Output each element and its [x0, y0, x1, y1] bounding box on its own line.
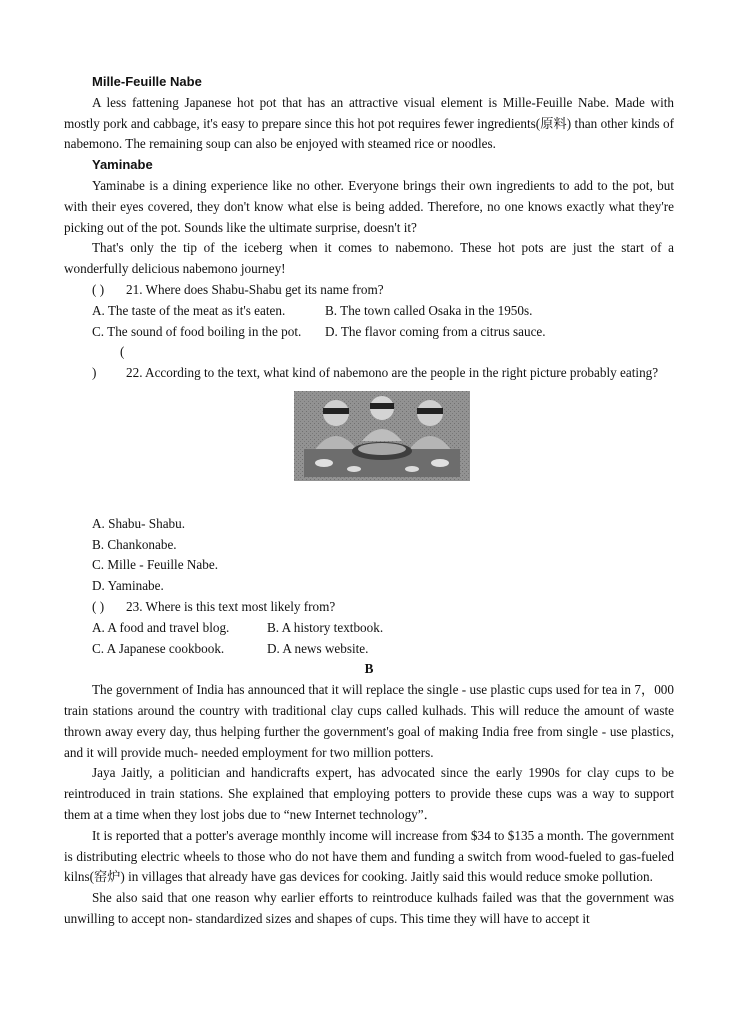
question-23-options-row1	[64, 618, 674, 639]
option-d: D. A news website.	[267, 640, 369, 656]
yaminabe-heading: Yaminabe	[92, 157, 153, 173]
answer-blank[interactable]: ( )	[92, 344, 125, 381]
option-a: A. The taste of the meat as it's eaten.	[92, 302, 286, 318]
option-c: C. A Japanese cookbook.	[92, 640, 225, 656]
yaminabe-paragraph: Yaminabe is a dining experience like no other. Everyone brings their own ingredients to add to the pot, but with their eyes covered, they don't know what else is being added. Therefore, no one knows exactly what they're picking out of the pot. Sounds like the ultimate surprise, doesn't it?	[64, 177, 674, 235]
document-page	[64, 72, 674, 930]
answer-blank[interactable]: ( )	[92, 598, 105, 614]
option-b: B. The town called Osaka in the 1950s.	[325, 302, 533, 318]
question-22-option-d: D. Yaminabe.	[92, 578, 164, 594]
mille-feuille-heading: Mille-Feuille Nabe	[92, 74, 202, 89]
passage-b-label: B	[364, 661, 374, 677]
mille-feuille-paragraph: A less fattening Japanese hot pot that has an attractive visual element is Mille-Feuille Nabe. Made with mostly pork and cabbage, it's easy to prepare since this hot pot requires fewer ingredients(原料) than other kinds of nabemono. The remaining soup can also be enjoyed with steamed rice or noodles.	[64, 94, 674, 152]
option-c: C. The sound of food boiling in the pot.	[92, 323, 302, 339]
question-22: ( ) 22. According to the text, what kind of nabemono are the people in the right picture probably eating?	[64, 342, 674, 384]
question-23: ( ) 23. Where is this text most likely from?	[64, 597, 674, 618]
answer-blank[interactable]: ( )	[92, 281, 105, 297]
question-22-option-c: C. Mille - Feuille Nabe.	[92, 557, 218, 573]
question-22-option-a: A. Shabu- Shabu.	[92, 515, 186, 531]
passage-b-paragraph-3: It is reported that a potter's average monthly income will increase from $34 to $135 a month. The government is distributing electric wheels to those who do not have them and funding a switch from wood-fueled to gas-fueled kilns(窑炉) in villages that already have gas devices for cooking. Jaitly said this would reduce smoke pollution.	[64, 827, 674, 885]
option-b: B. A history textbook.	[267, 619, 384, 635]
passage-b-paragraph-4: She also said that one reason why earlier efforts to reintroduce kulhads failed was that the government was unwilling to accept non- standardized sizes and shapes of cups. This time they will have to accept it	[64, 890, 674, 926]
question-21-options-row1	[64, 301, 674, 322]
option-a: A. A food and travel blog.	[92, 619, 230, 635]
question-23-options-row2	[64, 639, 674, 660]
option-d: D. The flavor coming from a citrus sauce.	[325, 323, 546, 339]
blindfolded-diners-illustration	[294, 391, 470, 481]
question-21: ( ) 21. Where does Shabu-Shabu get its name from?	[64, 280, 674, 301]
passage-b-paragraph-1: The government of India has announced that it will replace the single - use plastic cups used for tea in 7，000 train stations around the country with traditional clay cups called kulhads. This will reduce the amount of waste thrown away every day, thus helping further the government's goal of making India free from single - use plastics, and it will provide much- needed employment for two million potters.	[64, 682, 674, 760]
question-22-option-b: B. Chankonabe.	[92, 536, 177, 552]
iceberg-paragraph: That's only the tip of the iceberg when it comes to nabemono. These hot pots are just the start of a wonderfully delicious nabemono journey!	[64, 240, 674, 277]
passage-b-paragraph-2: Jaya Jaitly, a politician and handicrafts expert, has advocated since the early 1990s for clay cups to be reintroduced in train stations. She explained that employing potters to provide these cups was a way to support them at a time when they lost jobs due to “new Internet technology”．	[64, 765, 674, 822]
question-21-options-row2	[64, 322, 674, 343]
